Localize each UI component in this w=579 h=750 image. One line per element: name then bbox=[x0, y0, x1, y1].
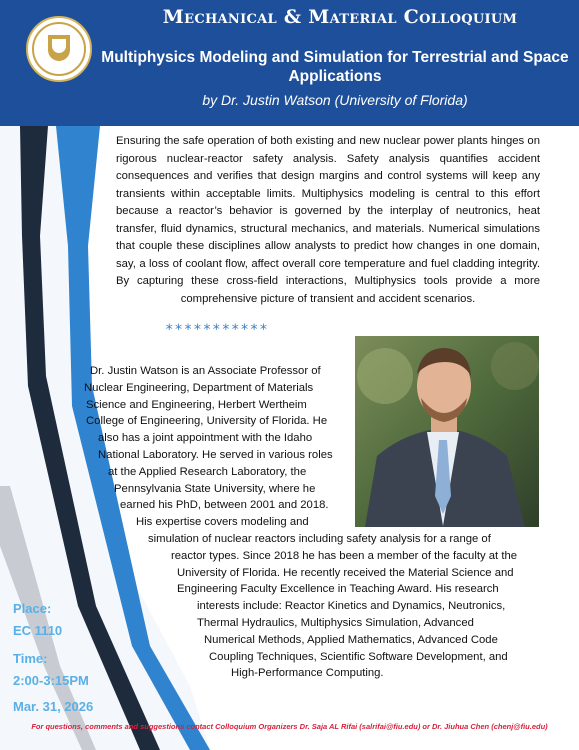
bio-line: Science and Engineering, Herbert Wertheim bbox=[86, 398, 307, 411]
bio-line: Dr. Justin Watson is an Associate Professor of bbox=[90, 365, 321, 377]
bio-line: National Laboratory. He served in various roles bbox=[98, 448, 333, 461]
colloquium-title: Mechanical & Material Colloquium bbox=[162, 6, 518, 28]
header-banner bbox=[0, 0, 579, 126]
university-seal-icon bbox=[26, 16, 92, 82]
bio-line: College of Engineering, University of Florida. He bbox=[86, 415, 328, 428]
place-value: EC 1110 bbox=[13, 623, 63, 638]
bio-line: Numerical Methods, Applied Mathematics, Advanced Code bbox=[204, 633, 498, 646]
bio-line: at the Applied Research Laboratory, the bbox=[108, 465, 307, 478]
bio-line: earned his PhD, between 2001 and 2018. bbox=[120, 499, 329, 512]
bio-line: simulation of nuclear reactors including safety analysis for a range of bbox=[148, 532, 491, 545]
bio-line: also has a joint appointment with the Idaho bbox=[98, 432, 313, 445]
bio-line: Nuclear Engineering, Department of Materials bbox=[84, 381, 314, 394]
bio-line: Engineering Faculty Excellence in Teaching Award. His research bbox=[177, 583, 499, 596]
section-separator: *********** bbox=[165, 322, 269, 338]
contact-footer: For questions, comments and suggestions contact Colloquium Organizers Dr. Saja AL Rifai (salrifai@fiu.edu) or Dr. Jiuhua Chen (chenj@fiu.edu) bbox=[31, 722, 548, 731]
bio-line: High-Performance Computing. bbox=[231, 667, 384, 680]
bio-line: Coupling Techniques, Scientific Software Development, and bbox=[209, 650, 508, 663]
bio-line: His expertise covers modeling and bbox=[136, 516, 309, 529]
time-label: Time: bbox=[13, 651, 48, 666]
speaker-byline: by Dr. Justin Watson (University of Florida) bbox=[202, 92, 468, 108]
bio-line: Pennsylvania State University, where he bbox=[114, 482, 316, 495]
bio-line: University of Florida. He recently received the Material Science and bbox=[177, 566, 514, 579]
talk-title: Multiphysics Modeling and Simulation for Terrestrial and Space Applications bbox=[101, 49, 569, 85]
place-label: Place: bbox=[13, 601, 52, 616]
speaker-bio bbox=[84, 363, 546, 682]
bio-line: Thermal Hydraulics, Multiphysics Simulation, Advanced bbox=[197, 616, 474, 629]
date-value: Mar. 31, 2026 bbox=[13, 699, 94, 714]
bio-line: reactor types. Since 2018 he has been a member of the faculty at the bbox=[171, 549, 518, 562]
bio-line: interests include: Reactor Kinetics and Dynamics, Neutronics, bbox=[197, 600, 506, 613]
abstract-text: Ensuring the safe operation of both existing and new nuclear power plants hinges on rigorous nuclear-reactor safety analysis. Safety analysis quantifies accident consequences and verifies that design margins and control systems will keep any transients within acceptable limits. Multiphysics modeling is central to this effort because a reactor’s behavior is governed by the interplay of neutronics, heat transfer, fluid dynamics, structural mechanics, and materials. Numerical simulations that couple these disciplines allow analysts to predict how changes in one domain, say, a loss of coolant flow, affect overall core temperature and fuel cladding integrity. By capturing these cross-field interactions, Multiphysics tools provide a more comprehensive picture of transient and accident scenarios. bbox=[116, 135, 540, 305]
time-value: 2:00-3:15PM bbox=[13, 673, 89, 688]
